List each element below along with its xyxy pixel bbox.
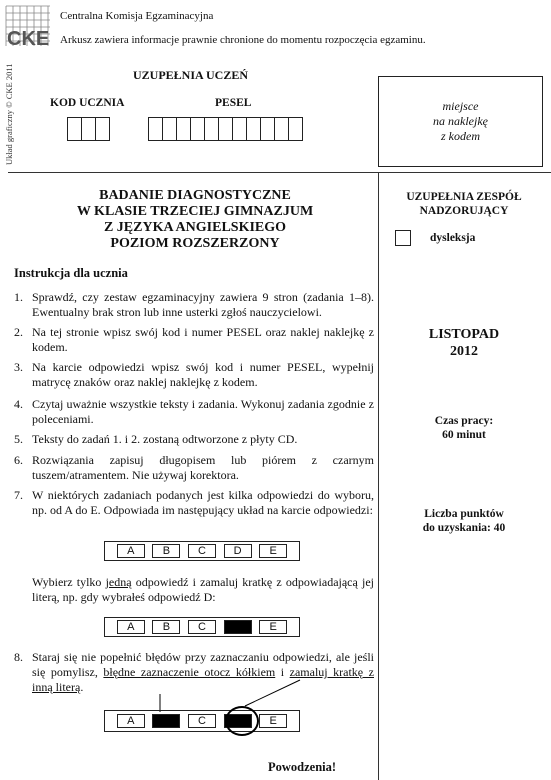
svg-text:CKE: CKE	[7, 28, 50, 48]
item8-underlined: zamaluj kratkę z inną literą	[32, 665, 374, 694]
pesel-label: PESEL	[215, 97, 252, 109]
dyslexia-label: dysleksja	[430, 232, 476, 244]
answer-box: E	[259, 714, 287, 728]
instructions-heading: Instrukcja dla ucznia	[14, 266, 128, 280]
answer-box: A	[117, 544, 145, 558]
instruction-text: Rozwiązania zapisuj długopisem lub piórem z czarnym tuszem/atramentem. Nie używaj korektora.	[32, 453, 374, 482]
answer-box: A	[117, 714, 145, 728]
answer-example-corrected	[104, 710, 300, 732]
instruction-number: 5.	[14, 432, 23, 446]
title-line: Z JĘZYKA ANGIELSKIEGO	[103, 220, 287, 235]
points-value: do uzyskania: 40	[422, 522, 506, 534]
time-label: Czas pracy:	[434, 415, 494, 427]
item8-part: i	[275, 665, 290, 679]
followup-part: Wybierz tylko	[32, 575, 106, 589]
instruction-text: Sprawdź, czy zestaw egzaminacyjny zawiera 9 stron (zadania 1–8). Ewentualny brak stron lub inne usterki zgłoś nauczycielowi.	[32, 290, 374, 319]
points-label: Liczba punktów	[424, 508, 504, 520]
answer-box-filled	[152, 714, 180, 728]
team-heading-line: NADZORUJĄCY	[419, 205, 509, 217]
instruction-text: Czytaj uważnie wszystkie teksty i zadania. Wykonuj zadania zgodnie z poleceniami.	[32, 397, 374, 426]
good-luck: Powodzenia!	[268, 760, 337, 774]
answer-box: D	[224, 544, 252, 558]
followup-part: odpowiedź i zamaluj kratkę z odpowiadającą jej literą, np. gdy wybrałeś odpowiedź D:	[32, 575, 374, 604]
title-line: BADANIE DIAGNOSTYCZNE	[99, 188, 291, 203]
sticker-line: z kodem	[441, 129, 480, 143]
instruction-text: Teksty do zadań 1. i 2. zostaną odtworzone z płyty CD.	[32, 432, 298, 446]
answer-box: E	[259, 544, 287, 558]
answer-box: B	[152, 620, 180, 634]
org-name: Centralna Komisja Egzaminacyjna	[60, 10, 214, 22]
instruction-number: 6.	[14, 453, 23, 467]
instruction-number: 4.	[14, 397, 23, 411]
answer-box: C	[188, 714, 216, 728]
answer-box: E	[259, 620, 287, 634]
instruction-text: Na karcie odpowiedzi wpisz swój kod i numer PESEL, wypełnij matrycę znaków oraz naklej naklejkę z kodem.	[32, 360, 374, 389]
org-note: Arkusz zawiera informacje prawnie chronione do momentu rozpoczęcia egzaminu.	[60, 34, 426, 46]
item8-part: .	[80, 680, 84, 694]
item8-part: Staraj się nie popełnić błędów przy zaznaczaniu odpowiedzi, ale jeśli się pomylisz,	[32, 650, 374, 679]
exam-month: LISTOPAD	[428, 327, 500, 342]
instruction-text: Na tej stronie wpisz swój kod i numer PESEL oraz naklej naklejkę z kodem.	[32, 325, 374, 354]
pointer-line	[245, 680, 300, 706]
sticker-line: miejsce	[442, 99, 479, 113]
answer-box: C	[188, 544, 216, 558]
followup-underlined: jedną	[105, 575, 132, 589]
title-line: W KLASIE TRZECIEJ GIMNAZJUM	[76, 204, 314, 219]
instruction-number: 7.	[14, 488, 23, 502]
instruction-number: 8.	[14, 650, 23, 664]
instruction-number: 1.	[14, 290, 23, 304]
time-value: 60 minut	[442, 429, 486, 441]
kod-label: KOD UCZNIA	[50, 97, 125, 109]
instruction-text: W niektórych zadaniach podanych jest kilka odpowiedzi do wyboru, np. od A do E. Odpowiada im następujący układ na karcie odpowiedzi:	[32, 488, 374, 517]
correction-circle	[225, 706, 259, 736]
instruction-number: 3.	[14, 360, 23, 374]
team-heading-line: UZUPEŁNIA ZESPÓŁ	[406, 191, 522, 203]
answer-box: B	[152, 544, 180, 558]
answer-box: C	[188, 620, 216, 634]
exam-year: 2012	[450, 344, 478, 359]
title-line: POZIOM ROZSZERZONY	[110, 236, 280, 251]
credit-text: Układ graficzny © CKE 2011	[4, 63, 14, 165]
answer-box: A	[117, 620, 145, 634]
item8-underlined: błędne zaznaczenie otocz kółkiem	[103, 665, 276, 679]
instruction-number: 2.	[14, 325, 23, 339]
sticker-line: na naklejkę	[433, 114, 488, 128]
student-section-heading: UZUPEŁNIA UCZEŃ	[133, 68, 249, 82]
